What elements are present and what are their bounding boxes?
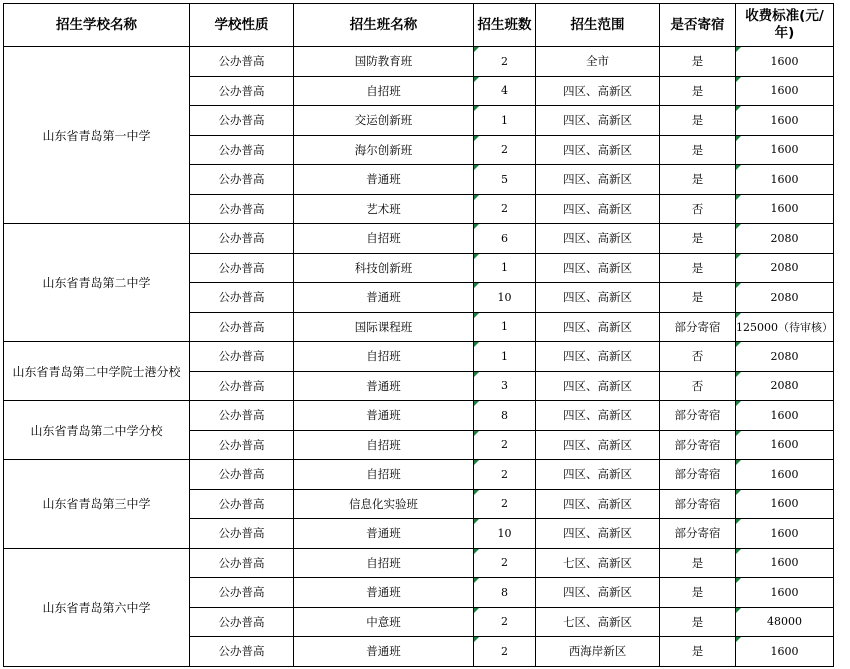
class-count-cell[interactable]: 2 — [474, 47, 536, 77]
fee-cell[interactable]: 1600 — [736, 47, 834, 77]
boarding-cell[interactable]: 是 — [660, 548, 736, 578]
enrollment-area-cell[interactable]: 四区、高新区 — [536, 489, 660, 519]
class-count-cell[interactable]: 2 — [474, 430, 536, 460]
boarding-cell[interactable]: 否 — [660, 371, 736, 401]
class-name-cell[interactable]: 自招班 — [294, 430, 474, 460]
table-row — [4, 460, 834, 490]
enrollment-area-cell[interactable]: 四区、高新区 — [536, 253, 660, 283]
table-row — [4, 47, 834, 77]
enrollment-area-cell[interactable]: 四区、高新区 — [536, 224, 660, 254]
enrollment-area-cell[interactable]: 四区、高新区 — [536, 283, 660, 313]
enrollment-area-cell[interactable]: 四区、高新区 — [536, 194, 660, 224]
class-name-cell[interactable]: 自招班 — [294, 224, 474, 254]
class-name-cell[interactable]: 信息化实验班 — [294, 489, 474, 519]
fee-cell[interactable]: 1600 — [736, 106, 834, 136]
class-count-cell[interactable]: 4 — [474, 76, 536, 106]
fee-cell[interactable]: 48000 — [736, 607, 834, 637]
class-count-cell[interactable]: 2 — [474, 460, 536, 490]
class-name-cell[interactable]: 自招班 — [294, 76, 474, 106]
fee-cell[interactable]: 1600 — [736, 135, 834, 165]
enrollment-area-cell[interactable]: 四区、高新区 — [536, 430, 660, 460]
class-name-cell[interactable]: 艺术班 — [294, 194, 474, 224]
school-name-cell[interactable]: 山东省青岛第二中学院士港分校 — [4, 342, 190, 401]
school-type-cell[interactable]: 公办普高 — [190, 637, 294, 667]
header-enrollment-area[interactable]: 招生范围 — [536, 4, 660, 47]
enrollment-area-cell[interactable]: 四区、高新区 — [536, 578, 660, 608]
school-type-cell[interactable]: 公办普高 — [190, 312, 294, 342]
enrollment-area-cell[interactable]: 全市 — [536, 47, 660, 77]
class-count-cell[interactable]: 2 — [474, 548, 536, 578]
class-count-cell[interactable]: 2 — [474, 607, 536, 637]
class-count-cell[interactable]: 1 — [474, 312, 536, 342]
class-count-cell[interactable]: 2 — [474, 135, 536, 165]
enrollment-area-cell[interactable]: 四区、高新区 — [536, 342, 660, 372]
enrollment-area-cell[interactable]: 西海岸新区 — [536, 637, 660, 667]
school-type-cell[interactable]: 公办普高 — [190, 519, 294, 549]
school-name-cell[interactable]: 山东省青岛第三中学 — [4, 460, 190, 549]
class-count-cell[interactable]: 10 — [474, 519, 536, 549]
fee-cell[interactable]: 2080 — [736, 342, 834, 372]
boarding-cell[interactable]: 部分寄宿 — [660, 312, 736, 342]
fee-cell[interactable]: 1600 — [736, 460, 834, 490]
fee-cell[interactable]: 1600 — [736, 519, 834, 549]
class-count-cell[interactable]: 5 — [474, 165, 536, 195]
boarding-cell[interactable]: 是 — [660, 283, 736, 313]
school-type-cell[interactable]: 公办普高 — [190, 76, 294, 106]
enrollment-area-cell[interactable]: 四区、高新区 — [536, 460, 660, 490]
class-name-cell[interactable]: 普通班 — [294, 401, 474, 431]
boarding-cell[interactable]: 是 — [660, 637, 736, 667]
boarding-cell[interactable]: 部分寄宿 — [660, 489, 736, 519]
school-type-cell[interactable]: 公办普高 — [190, 607, 294, 637]
boarding-cell[interactable]: 否 — [660, 194, 736, 224]
class-name-cell[interactable]: 中意班 — [294, 607, 474, 637]
class-count-cell[interactable]: 2 — [474, 637, 536, 667]
fee-cell[interactable]: 1600 — [736, 401, 834, 431]
school-type-cell[interactable]: 公办普高 — [190, 489, 294, 519]
header-fee[interactable]: 收费标准(元/年) — [736, 4, 834, 47]
boarding-cell[interactable]: 是 — [660, 165, 736, 195]
class-name-cell[interactable]: 国防教育班 — [294, 47, 474, 77]
class-name-cell[interactable]: 交运创新班 — [294, 106, 474, 136]
school-type-cell[interactable]: 公办普高 — [190, 165, 294, 195]
boarding-cell[interactable]: 是 — [660, 106, 736, 136]
school-name-cell[interactable]: 山东省青岛第二中学分校 — [4, 401, 190, 460]
class-count-cell[interactable]: 8 — [474, 401, 536, 431]
boarding-cell[interactable]: 是 — [660, 76, 736, 106]
school-type-cell[interactable]: 公办普高 — [190, 342, 294, 372]
boarding-cell[interactable]: 是 — [660, 253, 736, 283]
school-type-cell[interactable]: 公办普高 — [190, 194, 294, 224]
boarding-cell[interactable]: 是 — [660, 224, 736, 254]
boarding-cell[interactable]: 是 — [660, 47, 736, 77]
table-row — [4, 342, 834, 372]
class-count-cell[interactable]: 1 — [474, 106, 536, 136]
table-row — [4, 548, 834, 578]
fee-cell[interactable]: 2080 — [736, 371, 834, 401]
enrollment-area-cell[interactable]: 七区、高新区 — [536, 607, 660, 637]
school-name-cell[interactable]: 山东省青岛第一中学 — [4, 47, 190, 224]
class-name-cell[interactable]: 普通班 — [294, 637, 474, 667]
enrollment-area-cell[interactable]: 四区、高新区 — [536, 165, 660, 195]
admissions-table — [3, 3, 834, 667]
fee-cell[interactable]: 1600 — [736, 194, 834, 224]
header-class-count[interactable]: 招生班数 — [474, 4, 536, 47]
boarding-cell[interactable]: 部分寄宿 — [660, 519, 736, 549]
class-name-cell[interactable]: 科技创新班 — [294, 253, 474, 283]
header-class-name[interactable]: 招生班名称 — [294, 4, 474, 47]
school-type-cell[interactable]: 公办普高 — [190, 401, 294, 431]
header-row — [4, 4, 834, 47]
boarding-cell[interactable]: 是 — [660, 578, 736, 608]
class-name-cell[interactable]: 普通班 — [294, 578, 474, 608]
enrollment-area-cell[interactable]: 四区、高新区 — [536, 519, 660, 549]
class-name-cell[interactable]: 海尔创新班 — [294, 135, 474, 165]
class-name-cell[interactable]: 普通班 — [294, 165, 474, 195]
enrollment-area-cell[interactable]: 四区、高新区 — [536, 106, 660, 136]
table-header — [4, 4, 834, 47]
school-type-cell[interactable]: 公办普高 — [190, 548, 294, 578]
enrollment-area-cell[interactable]: 四区、高新区 — [536, 312, 660, 342]
school-type-cell[interactable]: 公办普高 — [190, 460, 294, 490]
school-type-cell[interactable]: 公办普高 — [190, 578, 294, 608]
class-count-cell[interactable]: 1 — [474, 253, 536, 283]
class-count-cell[interactable]: 2 — [474, 489, 536, 519]
boarding-cell[interactable]: 是 — [660, 607, 736, 637]
boarding-cell[interactable]: 部分寄宿 — [660, 430, 736, 460]
table-row — [4, 401, 834, 431]
enrollment-area-cell[interactable]: 四区、高新区 — [536, 135, 660, 165]
fee-cell[interactable]: 125000（待审核） — [736, 312, 834, 342]
header-school-name[interactable]: 招生学校名称 — [4, 4, 190, 47]
table-body — [4, 47, 834, 667]
class-name-cell[interactable]: 自招班 — [294, 342, 474, 372]
class-name-cell[interactable]: 自招班 — [294, 460, 474, 490]
school-type-cell[interactable]: 公办普高 — [190, 430, 294, 460]
school-type-cell[interactable]: 公办普高 — [190, 224, 294, 254]
enrollment-area-cell[interactable]: 四区、高新区 — [536, 76, 660, 106]
fee-cell[interactable]: 2080 — [736, 224, 834, 254]
school-name-cell[interactable]: 山东省青岛第二中学 — [4, 224, 190, 342]
fee-cell[interactable]: 1600 — [736, 489, 834, 519]
fee-cell[interactable]: 1600 — [736, 548, 834, 578]
fee-cell[interactable]: 1600 — [736, 578, 834, 608]
enrollment-area-cell[interactable]: 四区、高新区 — [536, 401, 660, 431]
class-name-cell[interactable]: 普通班 — [294, 519, 474, 549]
header-boarding[interactable]: 是否寄宿 — [660, 4, 736, 47]
class-count-cell[interactable]: 8 — [474, 578, 536, 608]
class-count-cell[interactable]: 6 — [474, 224, 536, 254]
school-type-cell[interactable]: 公办普高 — [190, 253, 294, 283]
table-row — [4, 224, 834, 254]
class-count-cell[interactable]: 2 — [474, 194, 536, 224]
fee-cell[interactable]: 2080 — [736, 283, 834, 313]
header-school-type[interactable]: 学校性质 — [190, 4, 294, 47]
school-type-cell[interactable]: 公办普高 — [190, 47, 294, 77]
boarding-cell[interactable]: 部分寄宿 — [660, 401, 736, 431]
school-name-cell[interactable]: 山东省青岛第六中学 — [4, 548, 190, 666]
boarding-cell[interactable]: 部分寄宿 — [660, 460, 736, 490]
class-count-cell[interactable]: 3 — [474, 371, 536, 401]
fee-cell[interactable]: 1600 — [736, 76, 834, 106]
fee-cell[interactable]: 1600 — [736, 430, 834, 460]
class-name-cell[interactable]: 普通班 — [294, 283, 474, 313]
class-count-cell[interactable]: 10 — [474, 283, 536, 313]
class-name-cell[interactable]: 国际课程班 — [294, 312, 474, 342]
school-type-cell[interactable]: 公办普高 — [190, 135, 294, 165]
fee-cell[interactable]: 1600 — [736, 165, 834, 195]
enrollment-area-cell[interactable]: 七区、高新区 — [536, 548, 660, 578]
fee-cell[interactable]: 2080 — [736, 253, 834, 283]
class-name-cell[interactable]: 自招班 — [294, 548, 474, 578]
enrollment-area-cell[interactable]: 四区、高新区 — [536, 371, 660, 401]
class-name-cell[interactable]: 普通班 — [294, 371, 474, 401]
boarding-cell[interactable]: 是 — [660, 135, 736, 165]
fee-cell[interactable]: 1600 — [736, 637, 834, 667]
school-type-cell[interactable]: 公办普高 — [190, 371, 294, 401]
class-count-cell[interactable]: 1 — [474, 342, 536, 372]
school-type-cell[interactable]: 公办普高 — [190, 283, 294, 313]
school-type-cell[interactable]: 公办普高 — [190, 106, 294, 136]
boarding-cell[interactable]: 否 — [660, 342, 736, 372]
